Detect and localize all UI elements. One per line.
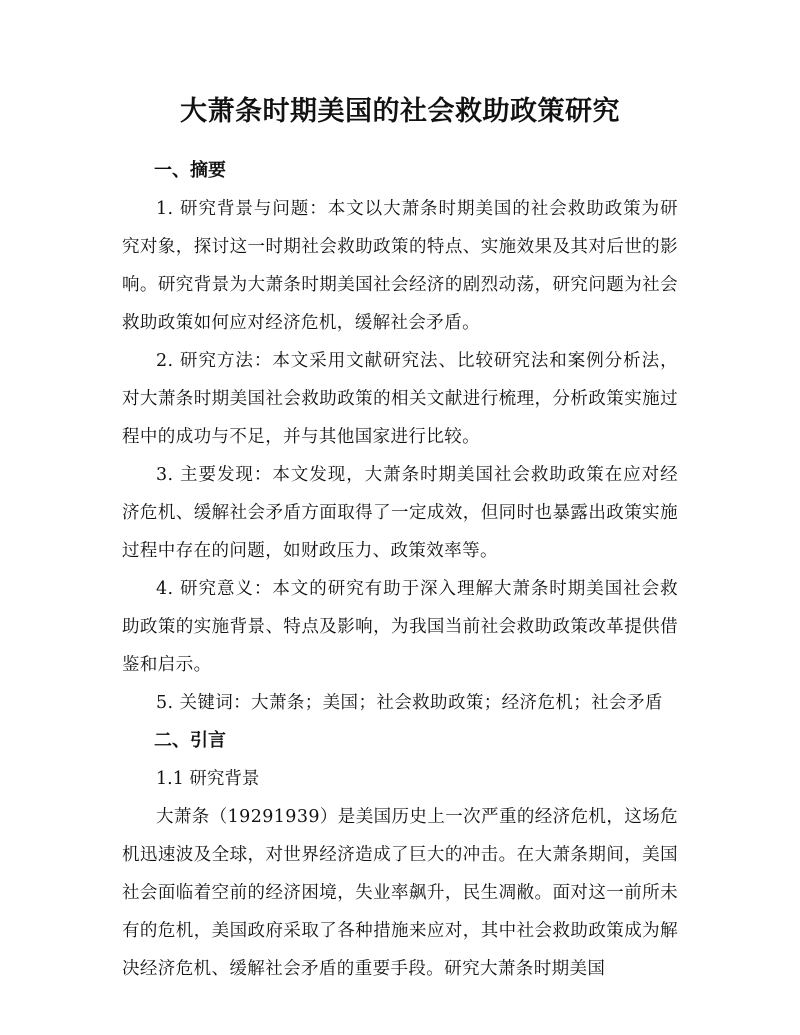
introduction-paragraph: 大萧条（19291939）是美国历史上一次严重的经济危机，这场危机迅速波及全球，对世界经济造成了巨大的冲击。在大萧条期间，美国社会面临着空前的经济困境，失业率飙升，民生凋敝。面对这一前所未有的危机，美国政府采取了各种措施来应对，其中社会救助政策成为解决经济危机、缓解社会矛盾的重要手段。研究大萧条时期美国 (122, 807, 678, 979)
subsection-heading-background: 1.1 研究背景 (156, 769, 260, 789)
section-heading-introduction: 二、引言 (154, 730, 226, 751)
document-title: 大萧条时期美国的社会救助政策研究 (180, 96, 620, 127)
section-heading-abstract: 一、摘要 (154, 160, 226, 181)
abstract-paragraph-methods: 2. 研究方法：本文采用文献研究法、比较研究法和案例分析法，对大萧条时期美国社会救助政策的相关文献进行梳理，分析政策实施过程中的成功与不足，并与其他国家进行比较。 (122, 351, 678, 447)
abstract-paragraph-findings: 3. 主要发现：本文发现，大萧条时期美国社会救助政策在应对经济危机、缓解社会矛盾方面取得了一定成效，但同时也暴露出政策实施过程中存在的问题，如财政压力、政策效率等。 (122, 465, 678, 561)
abstract-paragraph-background: 1. 研究背景与问题：本文以大萧条时期美国的社会救助政策为研究对象，探讨这一时期社会救助政策的特点、实施效果及其对后世的影响。研究背景为大萧条时期美国社会经济的剧烈动荡，研究问题为社会救助政策如何应对经济危机，缓解社会矛盾。 (122, 199, 678, 333)
abstract-paragraph-keywords: 5. 关键词：大萧条；美国；社会救助政策；经济危机；社会矛盾 (156, 693, 663, 713)
abstract-paragraph-significance: 4. 研究意义：本文的研究有助于深入理解大萧条时期美国社会救助政策的实施背景、特点及影响，为我国当前社会救助政策改革提供借鉴和启示。 (122, 579, 678, 675)
